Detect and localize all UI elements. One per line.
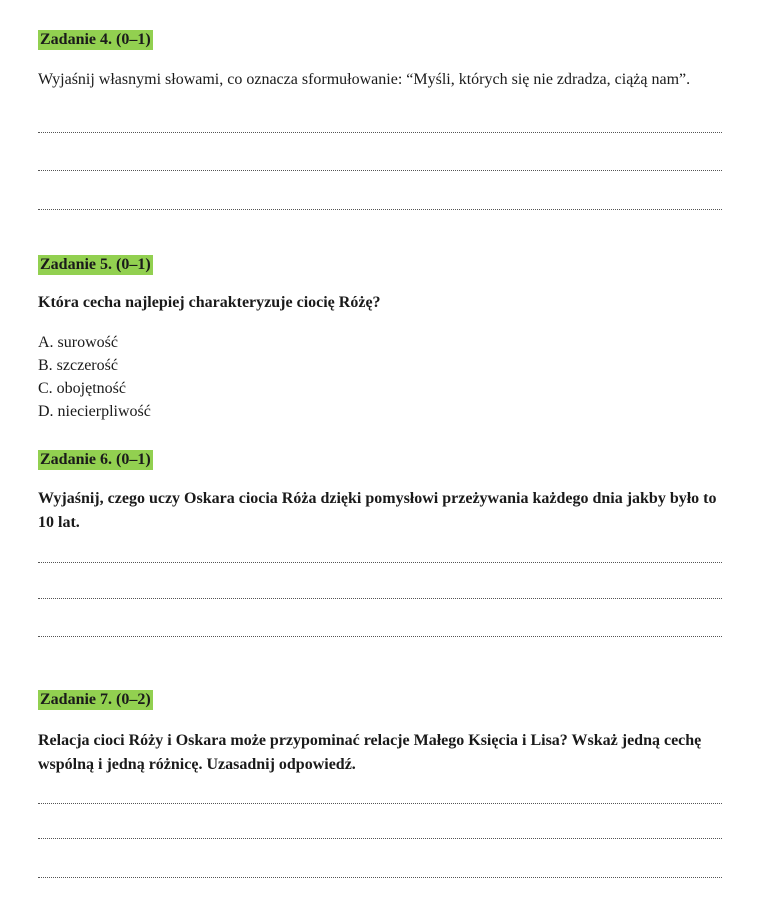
task5-option-c[interactable]: C. obojętność (38, 380, 126, 397)
task4-heading: Zadanie 4. (0–1) (40, 31, 151, 48)
task4-answer-line-3[interactable] (38, 209, 722, 210)
task5-option-d[interactable]: D. niecierpliwość (38, 403, 151, 420)
task4-prompt: Wyjaśnij własnymi słowami, co oznacza sformułowanie: “Myśli, których się nie zdradza, ciążą nam”. (38, 71, 691, 88)
task6-answer-line-3[interactable] (38, 636, 722, 637)
task6-question: Wyjaśnij, czego uczy Oskara ciocia Róża dzięki pomysłowi przeżywania każdego dnia jakby było to 10 lat. (38, 490, 717, 531)
task6-answer-line-2[interactable] (38, 598, 722, 599)
task5-heading: Zadanie 5. (0–1) (40, 256, 151, 273)
task5-option-b[interactable]: B. szczerość (38, 357, 118, 374)
task4-answer-line-1[interactable] (38, 132, 722, 133)
task7-answer-line-1[interactable] (38, 803, 722, 804)
task5-option-a[interactable]: A. surowość (38, 334, 118, 351)
task5-question: Która cecha najlepiej charakteryzuje ciocię Różę? (38, 294, 381, 311)
task7-answer-line-2[interactable] (38, 838, 722, 839)
task7-answer-line-3[interactable] (38, 877, 722, 878)
task7-heading: Zadanie 7. (0–2) (40, 691, 151, 708)
task6-heading: Zadanie 6. (0–1) (40, 451, 151, 468)
worksheet-page (38, 0, 728, 900)
task4-answer-line-2[interactable] (38, 170, 722, 171)
task7-question: Relacja cioci Róży i Oskara może przypominać relacje Małego Księcia i Lisa? Wskaż jedną cechę wspólną i jedną różnicę. Uzasadnij odpowiedź. (38, 732, 702, 773)
task6-answer-line-1[interactable] (38, 562, 722, 563)
